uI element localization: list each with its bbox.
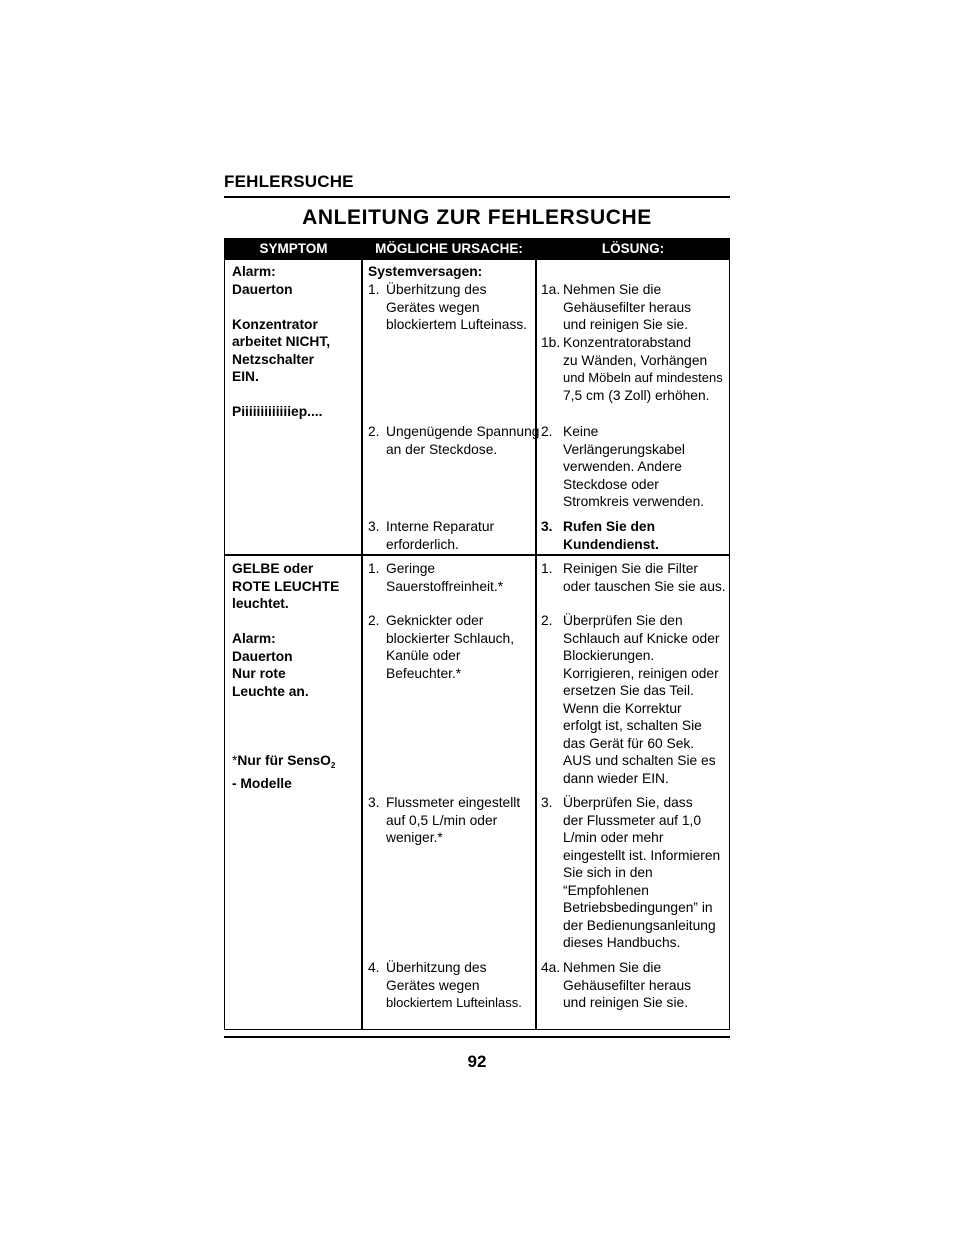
page-number: 92 [467, 1052, 487, 1071]
row2-cause-4: 4. Überhitzung des Gerätes wegen blockiertem Lufteinlass. [368, 960, 522, 1010]
row2-solution-4a: 4a. Nehmen Sie die Gehäusefilter heraus und reinigen Sie sie. [541, 960, 692, 1010]
row2-cause-2: 2. Geknickter oder blockierter Schlauch, Kanüle oder Befeuchter.* [368, 613, 515, 681]
section-title: FEHLERSUCHE [224, 172, 354, 191]
table-header [225, 239, 729, 260]
column-divider [361, 239, 363, 1029]
row1-solution-1a: 1a. Nehmen Sie die Gehäusefilter heraus und reinigen Sie sie. [541, 282, 692, 332]
column-divider [535, 239, 537, 1029]
row2-symptom: GELBE oder ROTE LEUCHTE leuchtet. Alarm: Dauerton Nur rote Leuchte an. [232, 561, 340, 699]
symptom-line: Netzschalter [232, 351, 315, 367]
row1-cause-heading [368, 263, 482, 281]
symptom-line: Konzentrator [232, 316, 318, 332]
page-title: ANLEITUNG ZUR FEHLERSUCHE [302, 206, 652, 229]
top-rule [224, 196, 730, 198]
row2-solution-1: 1. Reinigen Sie die Filter oder tauschen Sie sie aus. [541, 561, 726, 594]
sens-o2-note: *Nur für SensO$_2$ - Modelle [232, 753, 336, 791]
header-symptom: SYMPTOM [259, 241, 328, 256]
header-solution: LÖSUNG: [601, 241, 665, 256]
cause-heading: Systemversagen: [368, 264, 483, 279]
symptom-line: Piiiiiiiiiiiiiep.... [232, 404, 323, 419]
row2-solution-3: 3. Überprüfen Sie, dass der Flussmeter auf 1,0 L/min oder mehr eingestellt ist. Informieren Sie sich in den “Empfohlenen Betriebsbedingungen” in der Bedienungsanleitung dieses Handbuchs. [541, 795, 721, 950]
row1-cause-1: 1. Überhitzung des Gerätes wegen blockiertem Lufteinass. [368, 282, 528, 332]
row2-cause-1: 1. Geringe Sauerstoffreinheit.* [368, 561, 504, 594]
row1-solution-1b: 1b. Konzentratorabstand zu Wänden, Vorhängen und Möbeln auf mindestens 7,5 cm (3 Zoll) erhöhen. [541, 335, 723, 403]
symptom-line: Dauerton [232, 281, 293, 297]
row-divider [225, 554, 729, 556]
symptom-line: Alarm: [232, 264, 276, 279]
symptom-line: arbeitet NICHT, [232, 334, 331, 349]
row1-solution-2: 2. Keine Verlängerungskabel verwenden. Andere Steckdose oder Stromkreis verwenden. [541, 424, 705, 509]
header-cause: MÖGLICHE URSACHE: [375, 241, 523, 256]
bottom-rule [224, 1036, 730, 1038]
row1-cause-3: 3. Interne Reparatur erforderlich. [368, 519, 495, 552]
row1-solution-3: 3. Rufen Sie den Kundendienst. [541, 519, 659, 552]
row1-symptom [232, 263, 330, 421]
symptom-line: EIN. [232, 369, 259, 384]
troubleshooting-table [224, 238, 730, 1030]
row1-cause-2: 2. Ungenügende Spannung an der Steckdose. [368, 424, 540, 457]
row2-solution-2: 2. Überprüfen Sie den Schlauch auf Knicke oder Blockierungen. Korrigieren, reinigen oder ersetzen Sie das Teil. Wenn die Korrektur erfolgt ist, schalten Sie das Gerät für 60 Sek. AUS und schalten Sie es dann wieder EIN. [541, 613, 720, 786]
manual-page [224, 0, 730, 1235]
row2-cause-3: 3. Flussmeter eingestellt auf 0,5 L/min oder weniger.* [368, 795, 521, 845]
